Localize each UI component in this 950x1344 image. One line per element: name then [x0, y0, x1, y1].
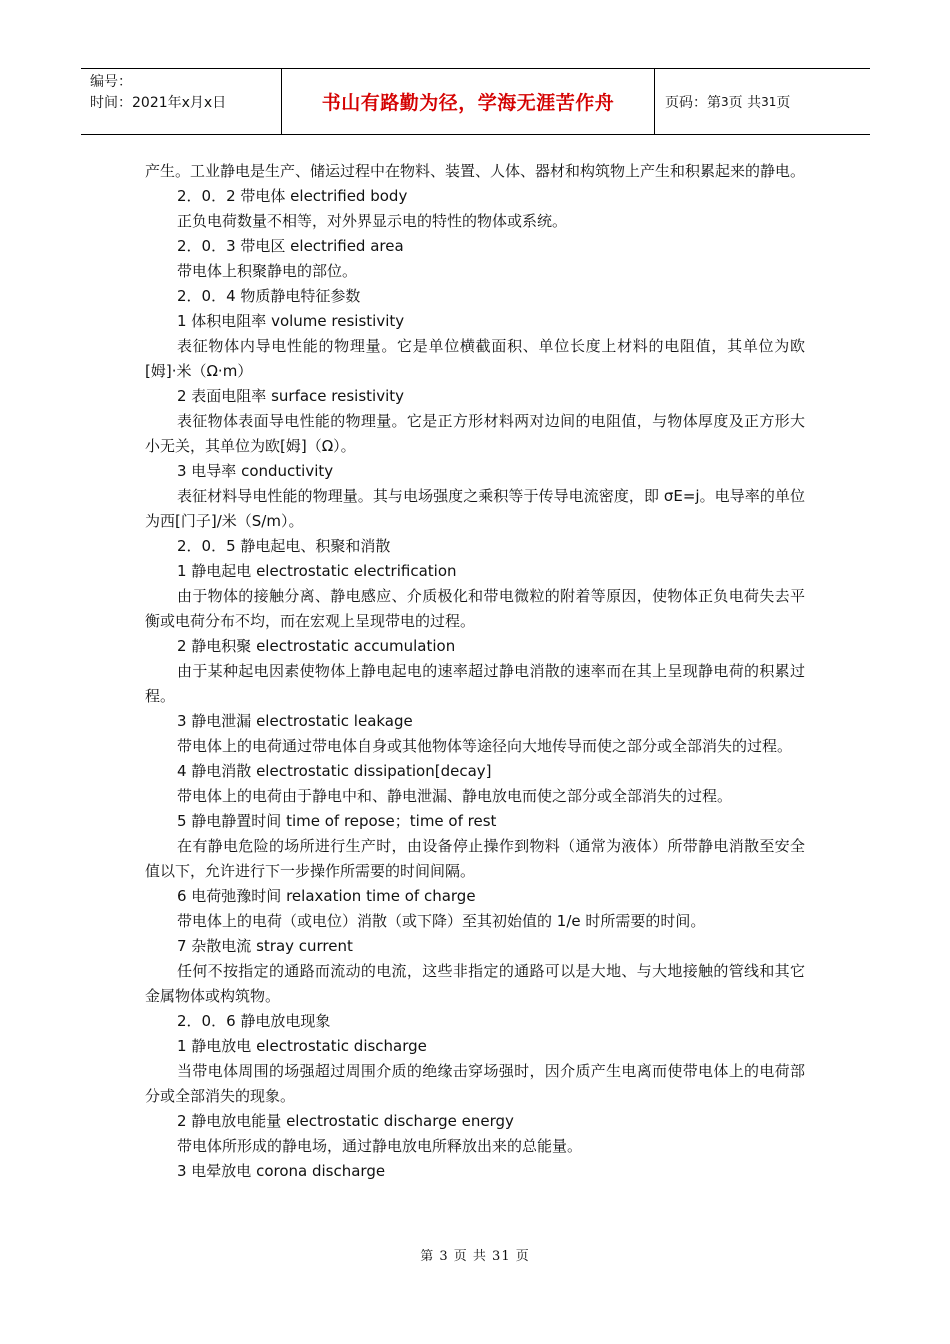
header-page-cell — [655, 69, 870, 134]
paragraph: 2．0．5 静电起电、积聚和消散 — [177, 537, 391, 555]
paragraph: 带电体上的电荷通过带电体自身或其他物体等途径向大地传导而使之部分或全部消失的过程。 — [177, 737, 793, 755]
paragraph: 1 静电起电 electrostatic electrification — [177, 562, 457, 580]
paragraph: 7 杂散电流 stray current — [177, 937, 353, 955]
paragraph: 正负电荷数量不相等，对外界显示电的特性的物体或系统。 — [177, 212, 568, 230]
page-header — [81, 68, 870, 135]
paragraph: 2．0．2 带电体 electrified body — [177, 187, 408, 205]
paragraph: 表征物体表面导电性能的物理量。它是正方形材料两对边间的电阻值，与物体厚度及正方形大小无关，其单位为欧[姆]（Ω）。 — [145, 412, 805, 455]
paragraph: 1 静电放电 electrostatic discharge — [177, 1037, 427, 1055]
page-footer: 第 3 页 共 31 页 — [420, 1249, 530, 1264]
page-total-number: 31 — [761, 94, 777, 109]
header-info-cell — [81, 69, 282, 134]
paragraph: 表征物体内导电性能的物理量。它是单位横截面积、单位长度上材料的电阻值，其单位为欧[姆]·米（Ω·m） — [145, 337, 805, 380]
header-motto-cell — [282, 69, 655, 134]
paragraph: 2 静电积聚 electrostatic accumulation — [177, 637, 456, 655]
paragraph: 带电体所形成的静电场，通过静电放电所释放出来的总能量。 — [177, 1137, 583, 1155]
paragraph: 任何不按指定的通路而流动的电流，这些非指定的通路可以是大地、与大地接触的管线和其它金属物体或构筑物。 — [145, 962, 805, 1005]
paragraph: 表征材料导电性能的物理量。其与电场强度之乘积等于传导电流密度，即 σE=j。电导率的单位为西[门子]/米（S/m）。 — [145, 487, 805, 530]
motto-text: 书山有路勤为径，学海无涯苦作舟 — [321, 92, 615, 114]
paragraph: 5 静电静置时间 time of repose；time of rest — [177, 812, 497, 830]
paragraph: 2 表面电阻率 surface resistivity — [177, 387, 405, 405]
page-mid: 页 共 — [728, 94, 762, 111]
paragraph: 4 静电消散 electrostatic dissipation[decay] — [177, 762, 492, 780]
page-current-number: 3 — [721, 94, 729, 109]
page-suffix: 页 — [776, 94, 791, 111]
paragraph: 2．0．3 带电区 electrified area — [177, 237, 404, 255]
document-body — [145, 159, 805, 1184]
serial-number-label: 编号： — [90, 74, 132, 90]
paragraph: 由于某种起电因素使物体上静电起电的速率超过静电消散的速率而在其上呈现静电荷的积累过程。 — [145, 662, 805, 705]
paragraph: 带电体上的电荷由于静电中和、静电泄漏、静电放电而使之部分或全部消失的过程。 — [177, 787, 733, 805]
paragraph: 2．0．4 物质静电特征参数 — [177, 287, 361, 305]
paragraph: 产生。工业静电是生产、储运过程中在物料、装置、人体、器材和构筑物上产生和积累起来的静电。 — [145, 162, 805, 180]
paragraph: 带电体上积聚静电的部位。 — [177, 262, 358, 280]
paragraph: 在有静电危险的场所进行生产时，由设备停止操作到物料（通常为液体）所带静电消散至安全值以下，允许进行下一步操作所需要的时间间隔。 — [145, 837, 805, 880]
paragraph: 当带电体周围的场强超过周围介质的绝缘击穿场强时，因介质产生电离而使带电体上的电荷部分或全部消失的现象。 — [145, 1062, 805, 1105]
paragraph: 1 体积电阻率 volume resistivity — [177, 312, 405, 330]
paragraph: 2 静电放电能量 electrostatic discharge energy — [177, 1112, 514, 1130]
paragraph: 3 电导率 conductivity — [177, 462, 334, 480]
page-prefix: 页码：第 — [665, 94, 721, 111]
paragraph: 3 电晕放电 corona discharge — [177, 1162, 386, 1180]
paragraph: 2．0．6 静电放电现象 — [177, 1012, 331, 1030]
paragraph: 带电体上的电荷（或电位）消散（或下降）至其初始值的 1/e 时所需要的时间。 — [177, 912, 706, 930]
paragraph: 3 静电泄漏 electrostatic leakage — [177, 712, 413, 730]
paragraph: 6 电荷弛豫时间 relaxation time of charge — [177, 887, 476, 905]
paragraph: 由于物体的接触分离、静电感应、介质极化和带电微粒的附着等原因，使物体正负电荷失去平衡或电荷分布不均，而在宏观上呈现带电的过程。 — [145, 587, 805, 630]
date-label: 时间：2021年x月x日 — [90, 95, 227, 111]
